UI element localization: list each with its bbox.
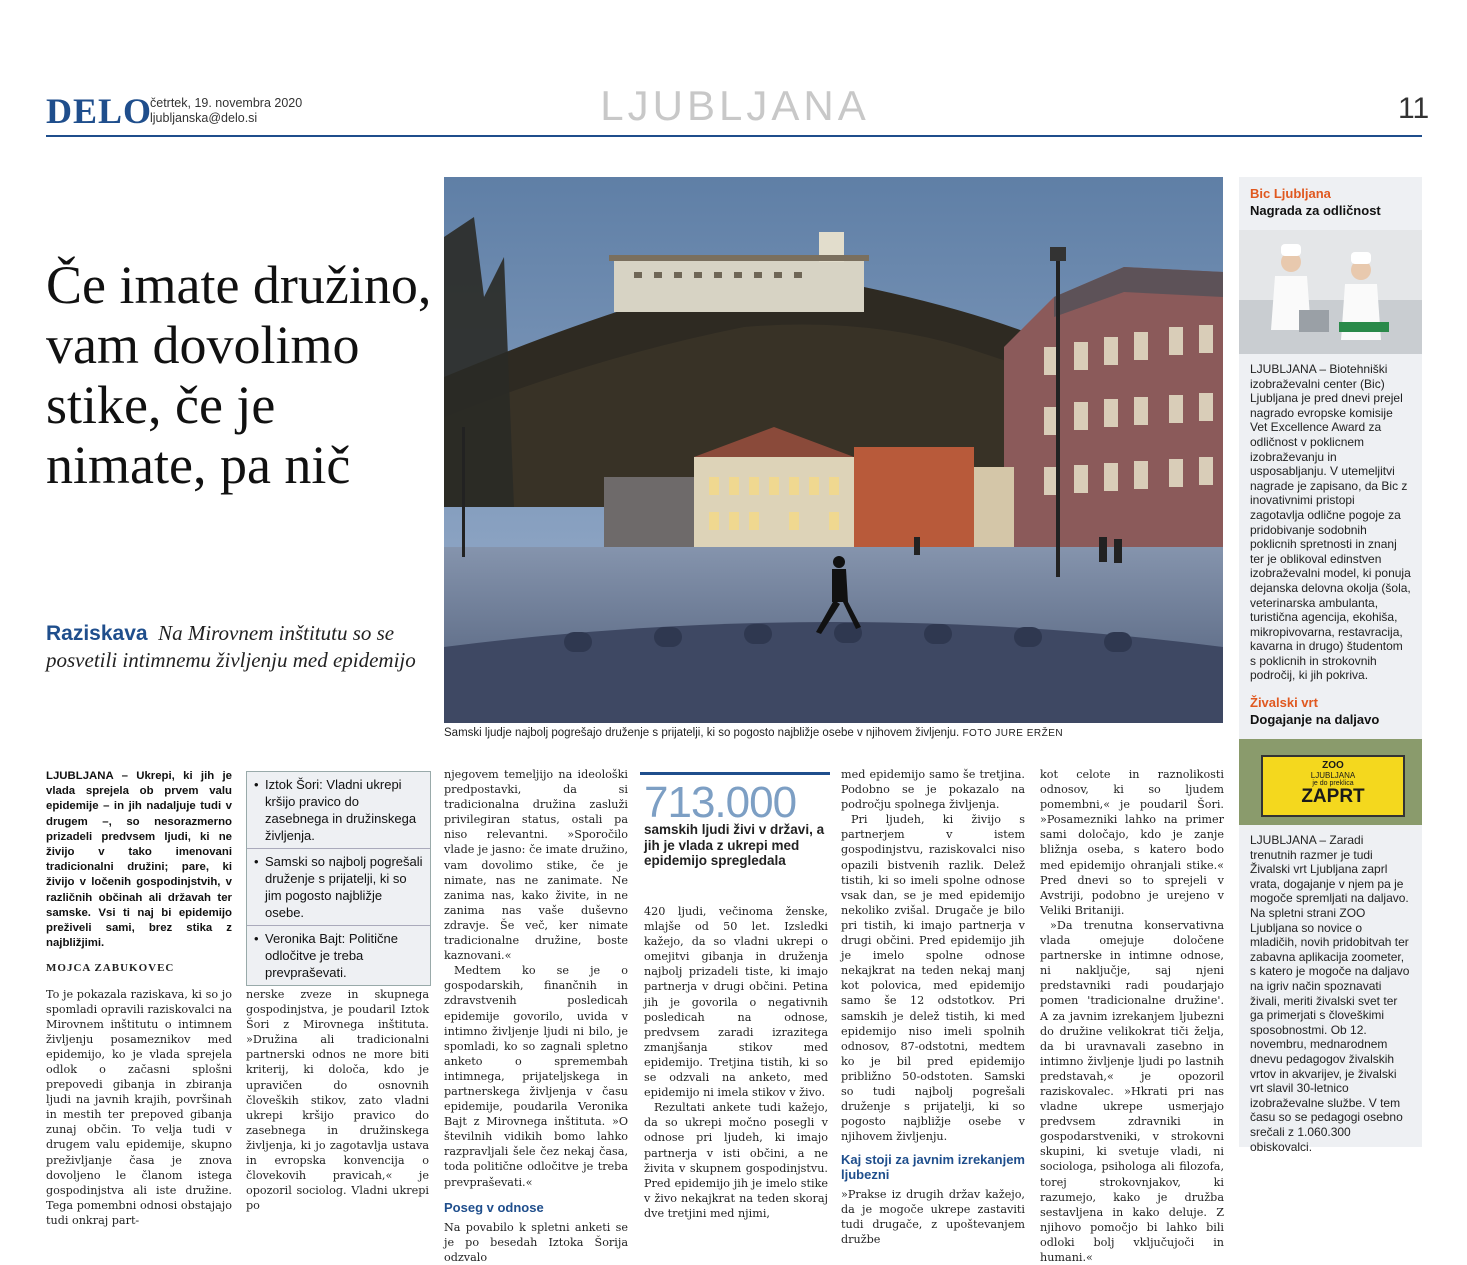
- subhead-poseg: Poseg v odnose: [444, 1199, 544, 1215]
- kicker-text: Na Mirovnem inštitutu so se posvetili intimnemu življenju med epidemijo: [46, 621, 416, 672]
- sidebar-kicker-bic: Bic Ljubljana: [1250, 186, 1331, 201]
- column-4-para-2: Rezultati ankete tudi kažejo, da so ukrepi močno posegli v odnose pri ljudeh, ki imajo partnerja v isti občini, a ne živita v skupnem gospodinjstvu. Pred epidemijo jih je imelo stike v živo nekajkrat na teden skoraj dve tretjini med njimi,: [644, 1101, 828, 1220]
- section-email: ljubljanska@delo.si: [150, 111, 258, 125]
- ljubljana-square-photo: [444, 177, 1223, 723]
- caption-credit: FOTO JURE ERŽEN: [962, 728, 1064, 739]
- factbox-item: • Veronika Bajt: Politične odločitve je treba prevpraševati.: [247, 925, 430, 985]
- zoo-sign-top: ZOO: [1322, 760, 1344, 772]
- column-3-para-3: Na povabilo k spletni anketi se je po besedah Iztoka Šorija odzvalo: [444, 1220, 628, 1264]
- factbox-item: • Samski so najbolj pogrešali druženje s prijatelji, ki so jim pogosto najbližje osebe.: [247, 848, 430, 925]
- sidebar-text-bic: LJUBLJANA – Biotehniški izobraževalni center (Bic) Ljubljana je pred dnevi prejel nagrado evropske komisije Vet Excellence Award za odličnost v poklicnem izobraževanju in usposabljanju. V utemeljitvi nagrade je zapisano, da Bic z inovativnimi pristopi zagotavlja odlične pogoje za pridobivanje sodobnih poklicnih spretnosti in znanj ter je oblikoval edinstven izobraževalni model, ki ponuja dejanska delovna okolja (šola, veterinarska ambulanta, turistična agencija, ekohiša, mikropivovarna, restavracija, kavarna in drugo) študentom s poklicnih in strokovnih področij, ki jih pokriva.: [1250, 362, 1411, 683]
- factbox: [246, 771, 431, 986]
- news-sidebar: [1239, 177, 1422, 1154]
- column-6-para-1: kot celote in raznolikosti odnosov, ki so ljudem pomembni,« je poudaril Šori. »Posamezniki lahko na primer sami določajo, kdo je zanje bližnja oseba, s katero bodo med epidemijo ohranjali stike.« Pred dnevi so to sprejeli v Avstriji, podobno je urejeno v Veliki Britaniji.: [1040, 768, 1224, 917]
- article-byline: MOJCA ZABUKOVEC: [46, 962, 175, 975]
- zoo-sign-small: je do preklica: [1312, 780, 1354, 788]
- page-number: 11: [1398, 92, 1430, 125]
- column-4-para-1: 420 ljudi, večinoma ženske, mlajše od 50 let. Izsledki kažejo, da so vladni ukrepi o omejitvi gibanja in druženja najbolj prizadeli tiste, ki imajo partnerja v drugi občini. Petina jih je govorila o negativnih posledicah na odnose, predvsem zaradi izrazitega zmanjšanja stikov med epidemijo. Tretjina tistih, ki so se odzvali na anketo, med epidemijo ni imela stikov v živo.: [644, 905, 828, 1100]
- factbox-item: • Iztok Šori: Vladni ukrepi kršijo pravico do zasebnega in družinskega življenja.: [247, 772, 430, 848]
- article-kicker: [46, 620, 426, 673]
- article-column-5: [841, 767, 1025, 1247]
- stat-rule: [640, 772, 830, 775]
- zoo-sign-photo: [1239, 739, 1422, 825]
- photo-caption: [444, 727, 1224, 739]
- column-6-para-2: »Da trenutna konservativna vlada omejuje določene partnerske in intimne odnose, ni naključje, saj njeni predstavniki radi poudarjajo pomen 'tradicionalne družine'. A za javnim izrekanjem ljubezni do družine velikokrat tiči želja, da bi uravnavali zasebno in intimno življenje ljudi po lastnih predstavah,« je opozoril raziskovalec. »Hkrati pri nas vladne ukrepe usmerjajo predvsem zdravniki in gospodarstveniki, v strokovni skupini, ki svetuje vladi, ni sociologa, psihologa ali filozofa, torej strokovnjakov, ki razumejo, kako je družba sestavljena in kako deluje. Z njihovo pomočjo bi lahko bili odloki bolj vključujoči in humani.«: [1040, 918, 1224, 1264]
- stat-text: samskih ljudi živi v državi, a jih je vlada z ukrepi med epidemijo spregledala: [644, 822, 825, 868]
- article-column-6: [1040, 767, 1224, 1265]
- column-1-body: To je pokazala raziskava, ki so jo spomladi opravili raziskovalci na Mirovnem inštitutu o intimnem življenju posameznikov med epidemijo, ko je vlada sprejela odlok o začasni splošni prepovedi gibanja in zbiranja ljudi na javnih krajih, površinah in mestih ter prepoved gibanja zunaj občin. To velja tudi v drugem valu epidemije, skupno preživljanje časa je znova dovoljeno le članom istega gospodinjstva ali iste družine. Tega pomembni odnosi obstajajo tudi onkraj part-: [46, 987, 232, 1227]
- article-column-2: nerske zveze in skupnega gospodinjstva, je poudaril Iztok Šori z Mirovnega inštituta. »Družina ali tradicionalni partnerski odnos ne more biti kriterij, ki določa, kdo je upravičen do osnovnih človeških stikov, zato vladni ukrepi kršijo pravico do zasebnega in družinskega življenja, ki jo zagotavlja ustava in evropska konvencija o človekovih pravicah,« je opozoril sociolog. Vladni ukrepi po: [246, 988, 429, 1213]
- sidebar-title-bic: Nagrada za odličnost: [1250, 203, 1381, 218]
- kicker-label: Raziskava: [46, 622, 148, 645]
- section-title: LJUBLJANA: [600, 82, 870, 129]
- article-column-4: [644, 904, 828, 1221]
- stat-number: 713.000: [644, 778, 797, 827]
- sidebar-text-zoo: LJUBLJANA – Zaradi trenutnih razmer je tudi Živalski vrt Ljubljana zaprl vrata, dogajanje v njem pa je mogoče spremljati na daljavo. Na spletni strani ZOO Ljubljana so novice o mladičih, novih pridobitvah ter zabavna aplikacija zoometer, s katero je mogoče na daljavo na igriv način spoznavati živali, meriti živalski svet ter ga primerjati s človeškimi sposobnostmi. Ob 12. novembru, mednarodnem dnevu pedagogov živalskih vrtov in akvarijev, je živalski vrt slavil 30-letnico izobraževalne službe. V tem času so se pedagogi osebno srečali z 1.060.300 obiskovalci.: [1250, 833, 1410, 1154]
- main-photo: [444, 177, 1223, 723]
- column-3-para-1: njegovem temeljijo na ideološki predpostavki, da si tradicionalna družina zasluži privilegiran status, ostali pa niso relevantni. »Sporočilo vlade je jasno: če imate družino, vam dovolimo stike, če je nimate, nas ne zanimate. Ne zanima nas, kako živite, in ne zanima nas vaše duševno zdravje. Še več, ker nimate tradicionalne družine, boste kaznovani.«: [444, 768, 628, 963]
- zoo-closed-sign: [1261, 755, 1405, 817]
- article-column-1: [46, 769, 232, 1228]
- column-5-para-2: Pri ljudeh, ki živijo s partnerjem v istem gospodinjstvu, raziskovalci niso opazili bistvenih razlik. Delež tistih, ki so imeli spolne odnose vsak dan, se je med epidemijo nekoliko zvišal. Drugače je bilo pri tistih, ki imajo partnerja v drugi občini. Pred epidemijo jih je imelo spolne odnose nekajkrat na teden nekaj manj kot polovica, med epidemijo samo še 12 odstotkov. Pri samskih je delež tistih, ki med epidemijo niso imeli spolnih odnosov, 87-odstotni, medtem ko je bil pred epidemijo približno 50-odstoten. Samski so tudi najbolj pogrešali druženje s prijatelji, ki so pogosto najbližje osebe v njihovem življenju.: [841, 813, 1025, 1144]
- header-rule: [46, 135, 1422, 137]
- sidebar-kicker-zoo: Živalski vrt: [1250, 695, 1318, 711]
- sidebar-title-zoo: Dogajanje na daljavo: [1250, 712, 1380, 728]
- article-headline: Če imate družino, vam dovolimo stike, če je nimate, pa nič: [46, 255, 432, 495]
- column-5-para-3: »Prakse iz drugih držav kažejo, da je mogoče ukrepe zastaviti tudi drugače, z upoštevanjem družbe: [841, 1187, 1025, 1246]
- column-3-para-2: Medtem ko se je o gospodarskih, finančnih in zdravstvenih posledicah epidemije govorilo, uvida v intimno življenje ljudi ni bilo, je spomladi, ko so zagnali spletno anketo o spremembah intimnega, prijateljskega in partnerskega življenja v času epidemije, poudarila Veronika Bajt z Mirovnega inštituta. »O številnih vidikih bomo lahko razpravljali šele čez nekaj časa, toda politične odločitve je treba prevpraševati.«: [444, 964, 628, 1189]
- issue-date: četrtek, 19. novembra 2020: [150, 96, 303, 110]
- article-lead: LJUBLJANA – Ukrepi, ki jih je vlada sprejela ob prvem valu epidemije – in jih nadaljuje tudi v drugem –, so nesorazmerno prizadeli predvsem ljudi, ki ne živijo v tako imenovani tradicionalni družini; pare, ki živijo v ločenih gospodinjstvih, v različnih občinah ali državah ter samske. Vsi ti naj bi epidemijo preživeli sami, brez stika z najbližjimi.: [46, 770, 232, 950]
- column-5-para-1: med epidemijo samo še tretjina. Podobno se je pokazalo na področju spolnega življenja.: [841, 768, 1025, 812]
- article-column-3: [444, 767, 628, 1265]
- zoo-sign-mid: LJUBLJANA: [1310, 771, 1356, 781]
- zoo-sign-main: ZAPRT: [1301, 786, 1365, 808]
- subhead-ljubezen: Kaj stoji za javnim izrekanjem ljubezni: [841, 1152, 1025, 1183]
- caption-text: Samski ljudje najbolj pogrešajo druženje s prijatelji, ki so pogosto najbližje osebe v njihovem življenju.: [444, 727, 960, 739]
- header-meta: [150, 96, 302, 126]
- chefs-photo: [1239, 230, 1422, 354]
- bic-photo: [1239, 230, 1422, 354]
- newspaper-logo: DELO: [46, 91, 153, 131]
